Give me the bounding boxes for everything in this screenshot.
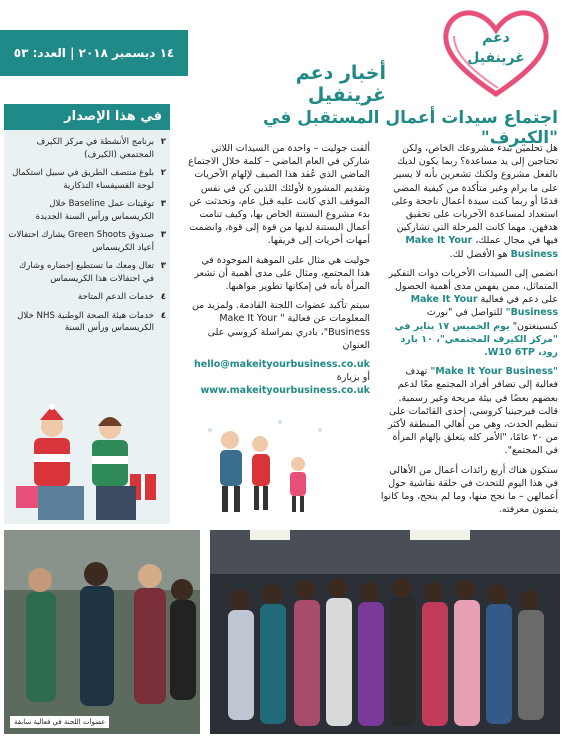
article-paragraph xyxy=(380,142,558,261)
winter-people-illustration xyxy=(190,410,340,528)
toc-page-number: ٤ xyxy=(160,292,166,302)
toc-item-text: تعال ومعك ما تستطيع إحضاره وشارك في احتفالات هذا الكريسماس xyxy=(19,261,154,284)
toc-page-number: ٣ xyxy=(160,230,166,240)
article-column-left xyxy=(188,142,370,398)
committee-photo-image xyxy=(4,530,200,734)
logo-text xyxy=(454,28,538,68)
photo-caption: عضوات اللجنة في فعالية سابقة xyxy=(10,716,109,728)
toc-item-text: صندوق Green Shoots يشارك احتفالات أعياد الكريسماس xyxy=(8,230,154,253)
newsletter-title: أخبار دعم غرينفيل xyxy=(295,62,386,106)
group-photo xyxy=(210,530,560,734)
toc-item[interactable] xyxy=(8,198,166,223)
paragraph-text: هل تحلمين ببدء مشروعك الخاص، ولكن تحتاجين إلى يد مساعدة؟ ربما يكون لديك بالفعل مشروع ولكنك تشعرين بأنه لا يسير على ما يرام وغير متأكدة من كيفية المضي قدمًا أو ربما كنت سيدة أعمال ناجحة وعلى استعداد لمساعدة الآخريات على تحقيق هدفهن. مهما كانت المرحلة التي تشاركين فيها في مجال عملك، xyxy=(391,143,558,247)
article-title: اجتماع سيدات أعمال المستقبل في "الكيرف" xyxy=(263,108,558,148)
event-name-highlight: Make It Your Business xyxy=(405,235,558,260)
event-date-location-highlight: يوم الخميس ١٧ يناير في "مركز الكيرف المجتمعي"، ١٠ بارد رود، W10 6TP. xyxy=(394,320,558,359)
toc-item[interactable] xyxy=(8,260,166,285)
issue-date-banner: ١٤ ديسمبر ٢٠١٨ | العدد: ٥٣ xyxy=(0,30,188,76)
paragraph-text: للتواصل في "نورث كنسينغتون" xyxy=(426,307,558,332)
website-link[interactable]: www.makeityourbusiness.co.uk xyxy=(200,385,370,397)
toc-page-number: ٣ xyxy=(160,261,166,271)
toc-page-number: ٢ xyxy=(160,137,166,147)
article-paragraph: ستكون هناك أربع رائدات أعمال من الأهالي في هذا اليوم للتحدث في حلقة نقاشية حول أعمالهن – ما نجح منها، وما لم ينجح، وما كانوا يتمنون معرفته. xyxy=(380,464,558,516)
committee-photo xyxy=(4,530,200,734)
toc-item-text: برنامج الأنشطة في مركز الكيرف المجتمعي (الكيرف) xyxy=(36,137,154,160)
toc-item-text: بلوغ منتصف الطريق في سبيل استكمال لوحة الفسيفساء التذكارية xyxy=(12,168,154,191)
email-link[interactable]: hello@makeityourbusiness.co.uk xyxy=(194,359,370,371)
toc-item[interactable] xyxy=(8,167,166,192)
article-paragraph: سيتم تأكيد عضوات اللجنة القادمة. ولمزيد من المعلومات عن فعالية " Make It Your Business"، بادري بمراسلة كروسي على العنوان xyxy=(191,300,370,351)
toc-item[interactable] xyxy=(8,136,166,161)
toc-item[interactable] xyxy=(8,229,166,254)
christmas-sweaters-illustration xyxy=(12,404,162,520)
logo-text-line2: غرينفيل xyxy=(467,50,525,66)
in-this-issue-sidebar xyxy=(4,104,170,524)
paragraph-text: تهدف فعالية إلى تضافر أفراد المجتمع معًا لدعم بعضهم بعضًا في بيئة مريحة وغير رسمية. قالت فيرجينيا كروسي، إحدى القائمات على تنظيم الحدث، وهي من أهالي المنطقة لأكثر من ٢٠ عامًا، "الأمر كله يتعلق بإلهام المرأة في المجتمع". xyxy=(387,366,558,457)
event-name-highlight: "Make It Your Business" xyxy=(430,366,558,378)
toc-item-text: توقيتات عمل Baseline خلال الكريسماس ورأس السنة الجديدة xyxy=(35,199,154,222)
toc-page-number: ٣ xyxy=(160,199,166,209)
table-of-contents xyxy=(8,136,166,341)
toc-item-text: خدمات الدعم المتاحة xyxy=(77,292,154,302)
paragraph-text: هو الأفضل لك. xyxy=(449,248,508,260)
group-photo-image xyxy=(210,530,560,734)
toc-page-number: ٤ xyxy=(160,310,166,321)
toc-item-text: خدمات هيئة الصحة الوطنية NHS خلال الكريسماس ورأس السنة xyxy=(17,310,154,333)
logo xyxy=(440,8,552,100)
event-name-highlight: Make It Your Business" xyxy=(410,294,558,319)
article-paragraph: ألقت جوليت – واحدة من السيدات اللاتي شاركن في العام الماضي – كلمة خلال الاجتماع الماضي الذي عُقد هذا الصيف لإلهام الأخريات وتقديم المشورة لأولئك اللذين كن في نفس الموقف الذي كانت عليه قبل عام، وتحدثت عن بدء مشروع البستنة الخاص بها، وكيف تنامت أعمال البستنة لديها من قوة إلى قوة، وانضمت أمهات أخريات إلى فريقها. xyxy=(188,143,370,247)
toc-item[interactable] xyxy=(8,310,166,335)
paragraph-text: انضمي إلى السيدات الأخريات ذوات التفكير المتماثل، ممن يفهمن مدى أهمية الحصول على دعم في فعالية xyxy=(388,267,558,306)
logo-text-line1: دعم xyxy=(482,30,510,46)
article-paragraph xyxy=(380,365,558,457)
toc-page-number: ٢ xyxy=(160,168,166,178)
article-column-right xyxy=(380,142,558,522)
toc-item[interactable] xyxy=(8,291,166,304)
article-paragraph xyxy=(380,267,558,359)
sidebar-heading: في هذا الإصدار xyxy=(4,104,170,130)
or-visit-text: أو بزيارة xyxy=(336,372,370,384)
article-paragraph: جوليت هي مثال على الموهبة الموجودة في هذا المجتمع، ومثال على مدى أهمية أن تشعر المرأة بأنه في إمكانها تطوير مواهبها. xyxy=(194,254,370,293)
